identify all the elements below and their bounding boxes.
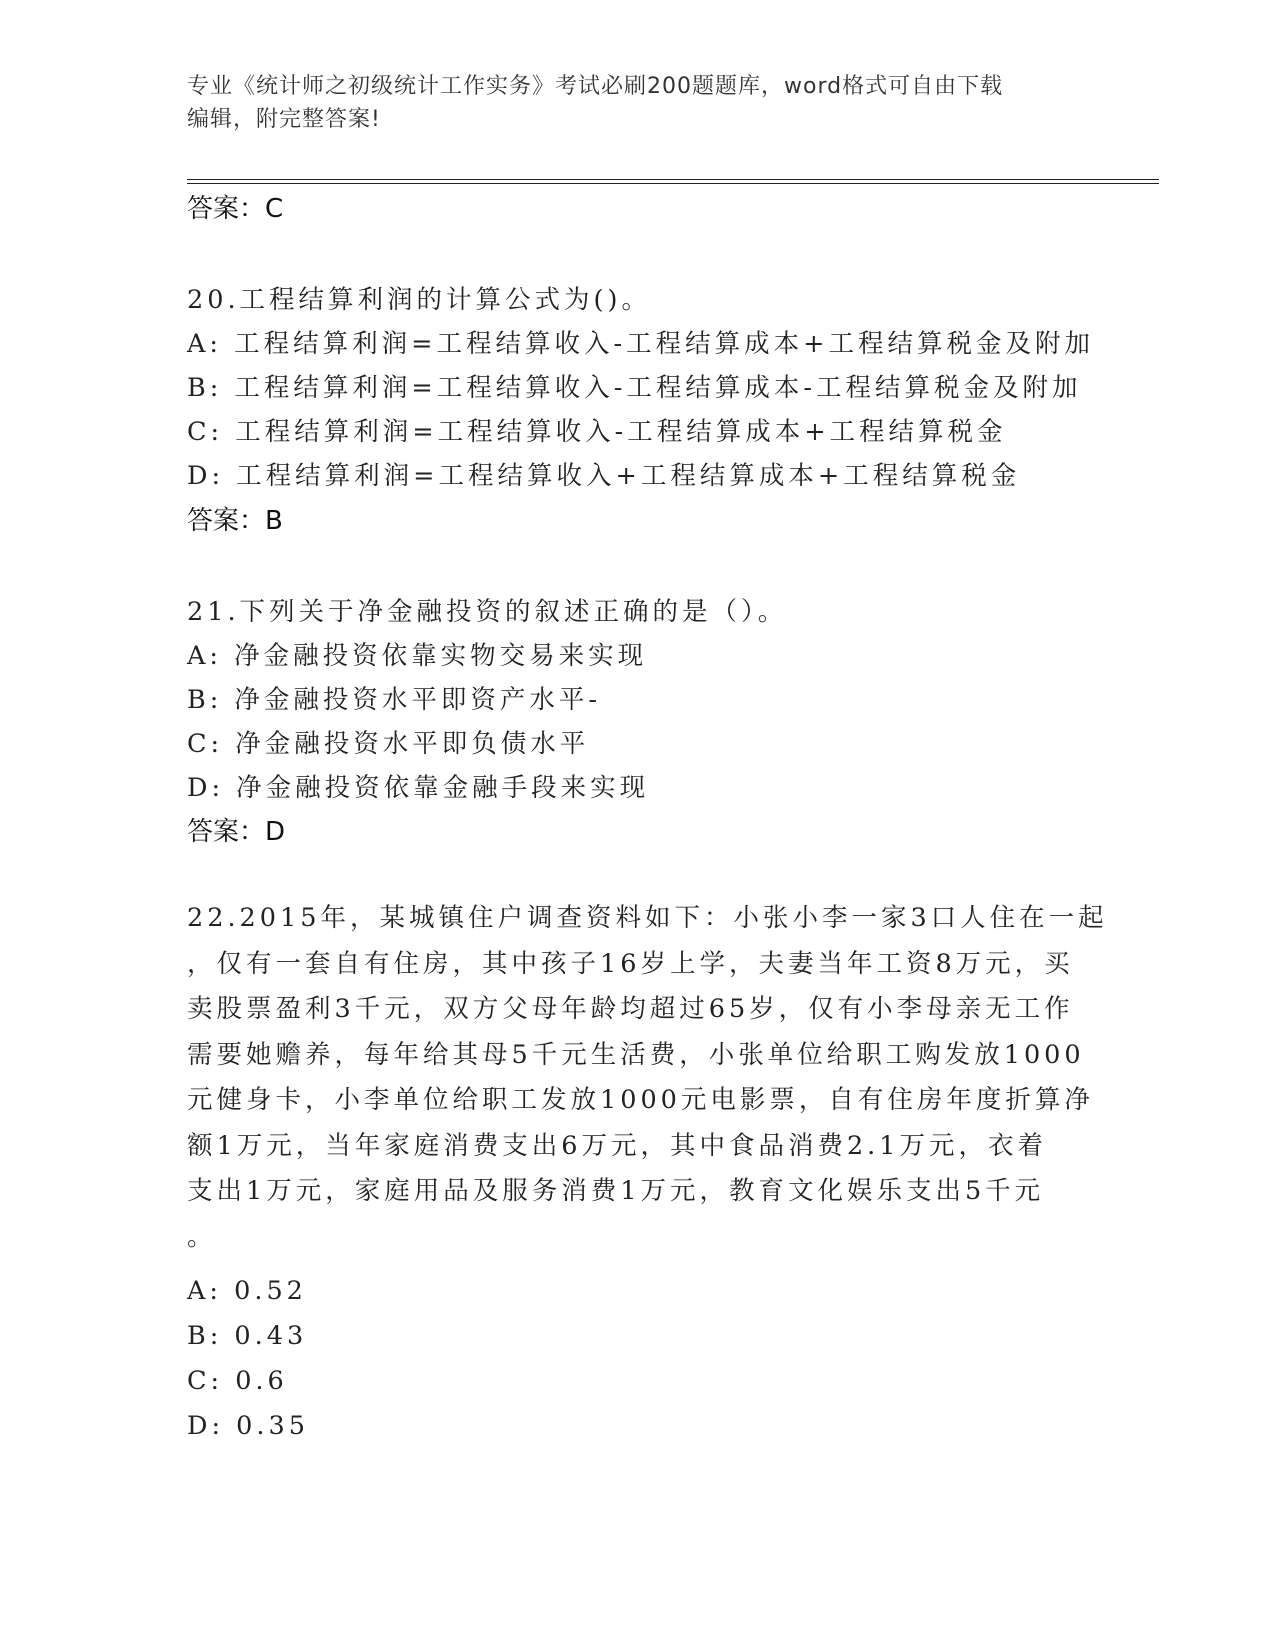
question-22-line-3: 卖股票盈利3千元，双方父母年龄均超过65岁，仅有小李母亲无工作: [187, 994, 1074, 1024]
question-21-text: 21.下列关于净金融投资的叙述正确的是（）。: [187, 597, 788, 627]
question-20-option-b: B: 工程结算利润=工程结算收入-工程结算成本-工程结算税金及附加: [187, 373, 1082, 403]
question-22-line-7: 支出1万元，家庭用品及服务消费1万元，教育文化娱乐支出5千元: [187, 1176, 1045, 1206]
question-21-option-a: A: 净金融投资依靠实物交易来实现: [187, 641, 648, 671]
question-22-option-d: D: 0.35: [187, 1411, 309, 1441]
question-20-option-c: C: 工程结算利润=工程结算收入-工程结算成本+工程结算税金: [187, 417, 1007, 447]
header-line-2: 编辑，附完整答案!: [187, 107, 381, 132]
question-22-option-c: C: 0.6: [187, 1366, 288, 1396]
question-22-line-6: 额1万元，当年家庭消费支出6万元，其中食品消费2.1万元，衣着: [187, 1130, 1048, 1161]
question-22-option-b: B: 0.43: [187, 1321, 308, 1351]
question-22-text: [187, 896, 1108, 1260]
question-20-option-a: A: 工程结算利润=工程结算收入-工程结算成本+工程结算税金及附加: [187, 329, 1094, 359]
header-rule-top: [187, 179, 1159, 180]
question-20-answer: 答案：B: [187, 506, 283, 536]
question-20-text: 20.工程结算利润的计算公式为()。: [187, 285, 651, 315]
question-22-line-1: 22.2015年，某城镇住户调查资料如下：小张小李一家3口人住在一起: [187, 903, 1108, 933]
header-rule-bottom: [187, 183, 1159, 184]
question-22-line-8: 。: [187, 1221, 217, 1252]
question-21-option-c: C: 净金融投资水平即负债水平: [187, 729, 590, 759]
question-20-option-d: D: 工程结算利润=工程结算收入+工程结算成本+工程结算税金: [187, 461, 1021, 491]
header-line-1: 专业《统计师之初级统计工作实务》考试必刷200题题库，word格式可自由下载: [187, 74, 1004, 99]
question-22-line-2: ，仅有一套自有住房，其中孩子16岁上学，夫妻当年工资8万元，买: [187, 948, 1074, 979]
document-header: [187, 70, 1087, 136]
question-21-option-b: B: 净金融投资水平即资产水平-: [187, 685, 602, 715]
question-22-option-a: A: 0.52: [187, 1276, 307, 1306]
question-21-option-d: D: 净金融投资依靠金融手段来实现: [187, 773, 650, 803]
question-22-line-5: 元健身卡，小李单位给职工发放1000元电影票，自有住房年度折算净: [187, 1085, 1094, 1115]
previous-answer: 答案：C: [187, 194, 284, 224]
question-22-line-4: 需要她赡养，每年给其母5千元生活费，小张单位给职工购发放1000: [187, 1039, 1085, 1070]
question-21-answer: 答案：D: [187, 817, 286, 847]
